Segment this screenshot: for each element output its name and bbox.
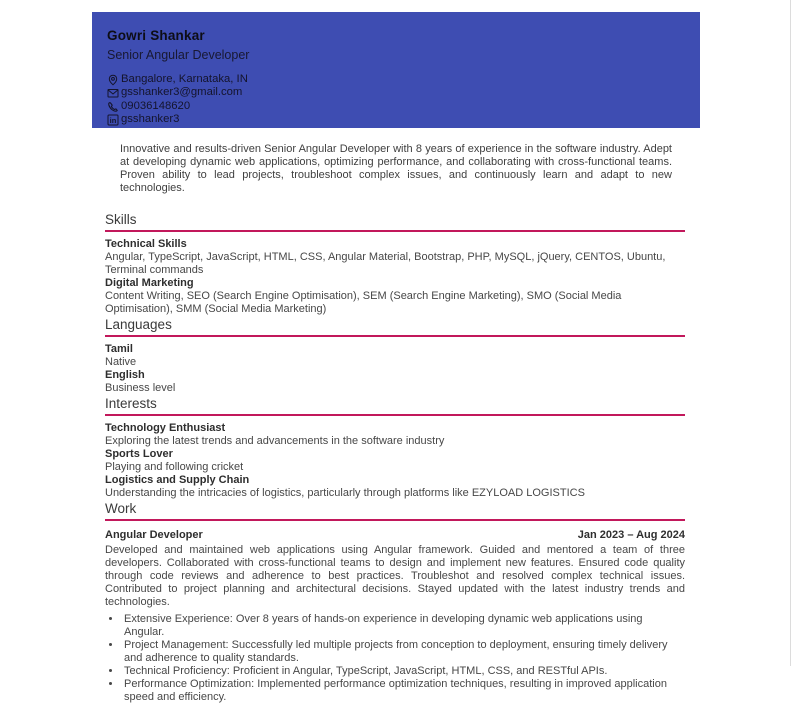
work-bullet: • Performance Optimization: Implemented performance optimization techniques, resulting in improved application speed and efficiency. bbox=[122, 678, 685, 704]
resume-body bbox=[105, 128, 685, 704]
language-name: Tamil bbox=[105, 343, 133, 355]
interest-text: Understanding the intricacies of logistics, particularly through platforms like EZYLOAD LOGISTICS bbox=[105, 487, 585, 499]
location-pin-icon bbox=[107, 74, 120, 86]
contact-linkedin bbox=[107, 113, 686, 126]
phone-icon bbox=[107, 101, 120, 113]
section-heading-skills: Skills bbox=[105, 212, 685, 232]
contact-phone-text: 09036148620 bbox=[121, 99, 191, 112]
contact-list bbox=[107, 73, 686, 127]
language-name: English bbox=[105, 369, 145, 381]
resume-header bbox=[92, 12, 700, 128]
work-date-range: Jan 2023 – Aug 2024 bbox=[577, 529, 685, 541]
summary-paragraph: Innovative and results-driven Senior Angular Developer with 8 years of experience in the software industry. Adept at developing dynamic web applications, optimizing performance, and collaborating with cross-functional teams. Proven ability to lead projects, troubleshoot complex issues, and continuously learn and adapt to new technologies. bbox=[120, 143, 672, 194]
section-heading-languages: Languages bbox=[105, 317, 685, 337]
interest-label: Sports Lover bbox=[105, 448, 173, 460]
page-right-edge bbox=[790, 0, 791, 666]
skills-section bbox=[105, 238, 685, 316]
work-bullet: • Technical Proficiency: Proficient in Angular, TypeScript, JavaScript, HTML, CSS, and RESTful APIs. bbox=[122, 665, 685, 678]
language-level: Business level bbox=[105, 382, 176, 394]
contact-location-text: Bangalore, Karnataka, IN bbox=[121, 73, 248, 85]
contact-email-text: gsshanker3@gmail.com bbox=[121, 86, 243, 99]
interest-label: Technology Enthusiast bbox=[105, 422, 226, 434]
work-bullet-list bbox=[105, 613, 685, 704]
section-heading-work: Work bbox=[105, 501, 685, 521]
work-bullet: • Extensive Experience: Over 8 years of hands-on experience in developing dynamic web applications using Angular. bbox=[122, 613, 685, 639]
contact-email bbox=[107, 86, 686, 99]
contact-location bbox=[107, 73, 686, 86]
skill-group-label: Technical Skills bbox=[105, 238, 187, 250]
skill-group-text: Angular, TypeScript, JavaScript, HTML, CSS, Angular Material, Bootstrap, PHP, MySQL, jQuery, CENTOS, Ubuntu, Terminal commands bbox=[105, 251, 666, 276]
contact-linkedin-text: gsshanker3 bbox=[121, 113, 180, 126]
work-description: Developed and maintained web applications using Angular framework. Guided and mentored a team of three developers. Collaborated with cross-functional teams to design and implement new features. Ensured code quality through code reviews and adherence to best practices. Troubleshot and resolved complex technical issues. Contributed to project planning and architectural decisions. Stayed updated with the latest industry trends and technologies. bbox=[105, 544, 685, 608]
interests-section bbox=[105, 422, 685, 500]
languages-section bbox=[105, 343, 685, 395]
skill-group-text: Content Writing, SEO (Search Engine Optimisation), SEM (Search Engine Marketing), SMO (Social Media Optimisation), SMM (Social Media Marketing) bbox=[105, 290, 622, 315]
svg-text:in: in bbox=[109, 115, 117, 125]
interest-label: Logistics and Supply Chain bbox=[105, 474, 250, 486]
linkedin-icon bbox=[107, 114, 120, 126]
interest-text: Exploring the latest trends and advancements in the software industry bbox=[105, 435, 445, 447]
skill-group-label: Digital Marketing bbox=[105, 277, 194, 289]
interest-text: Playing and following cricket bbox=[105, 461, 244, 473]
candidate-job-title: Senior Angular Developer bbox=[107, 48, 250, 62]
section-heading-interests: Interests bbox=[105, 396, 685, 416]
language-level: Native bbox=[105, 356, 137, 368]
contact-phone bbox=[107, 100, 686, 113]
work-job-title: Angular Developer bbox=[105, 529, 203, 541]
work-entry-header bbox=[105, 529, 685, 542]
envelope-icon bbox=[107, 87, 120, 99]
work-bullet: • Project Management: Successfully led multiple projects from conception to deployment, ensuring timely delivery and adherence to quality standards. bbox=[122, 639, 685, 665]
candidate-name: Gowri Shankar bbox=[107, 28, 205, 43]
